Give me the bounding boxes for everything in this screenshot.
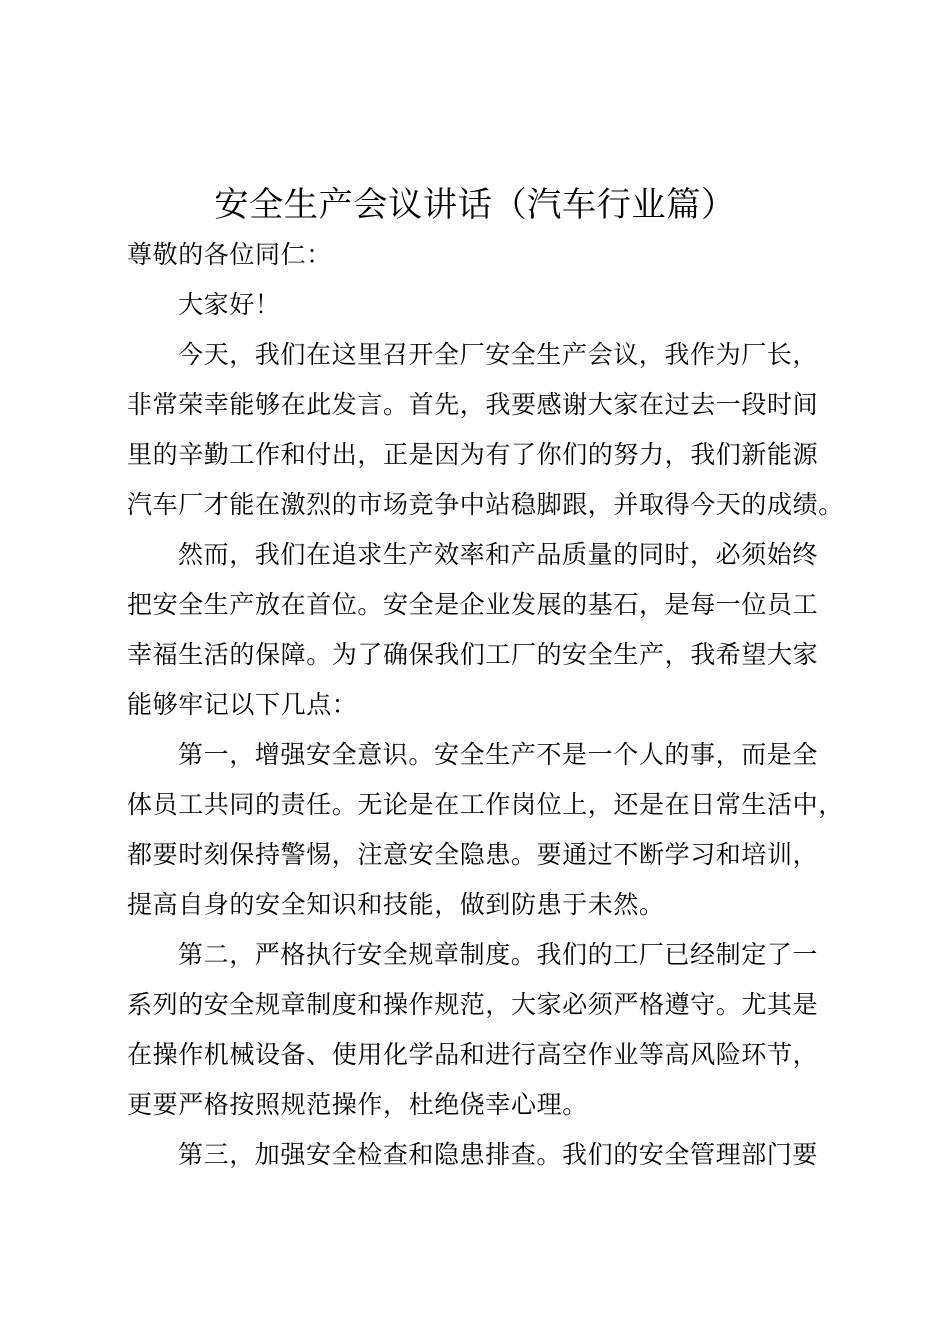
paragraph-4-line-2: 系列的安全规章制度和操作规范，大家必须严格遵守。尤其是 — [127, 990, 819, 1019]
paragraph-2-line-3: 幸福生活的保障。为了确保我们工厂的安全生产，我希望大家 — [127, 640, 819, 669]
document-title: 安全生产会议讲话（汽车行业篇） — [214, 185, 736, 225]
paragraph-1-line-1: 今天，我们在这里召开全厂安全生产会议，我作为厂长， — [178, 340, 819, 369]
paragraph-5-line-1: 第三，加强安全检查和隐患排查。我们的安全管理部门要 — [178, 1140, 819, 1169]
paragraph-2-line-4: 能够牢记以下几点： — [127, 690, 358, 719]
paragraph-3-line-2: 体员工共同的责任。无论是在工作岗位上，还是在日常生活中， — [127, 790, 844, 819]
paragraph-4-line-4: 更要严格按照规范操作，杜绝侥幸心理。 — [127, 1090, 588, 1119]
paragraph-4-line-1: 第二，严格执行安全规章制度。我们的工厂已经制定了一 — [178, 940, 819, 969]
paragraph-1-line-3: 里的辛勤工作和付出，正是因为有了你们的努力，我们新能源 — [127, 440, 819, 469]
paragraph-3-line-4: 提高自身的安全知识和技能，做到防患于未然。 — [127, 890, 665, 919]
paragraph-2-line-1: 然而，我们在追求生产效率和产品质量的同时，必须始终 — [178, 540, 819, 569]
paragraph-2-line-2: 把安全生产放在首位。安全是企业发展的基石，是每一位员工 — [127, 590, 819, 619]
paragraph-1-line-2: 非常荣幸能够在此发言。首先，我要感谢大家在过去一段时间 — [127, 390, 819, 419]
paragraph-4-line-3: 在操作机械设备、使用化学品和进行高空作业等高风险环节， — [127, 1040, 819, 1069]
paragraph-3-line-1: 第一，增强安全意识。安全生产不是一个人的事，而是全 — [178, 740, 819, 769]
paragraph-1-line-4: 汽车厂才能在激烈的市场竞争中站稳脚跟，并取得今天的成绩。 — [127, 490, 844, 519]
salutation: 尊敬的各位同仁： — [127, 240, 332, 269]
greeting-line: 大家好！ — [178, 290, 281, 319]
paragraph-3-line-3: 都要时刻保持警惕，注意安全隐患。要通过不断学习和培训， — [127, 840, 819, 869]
